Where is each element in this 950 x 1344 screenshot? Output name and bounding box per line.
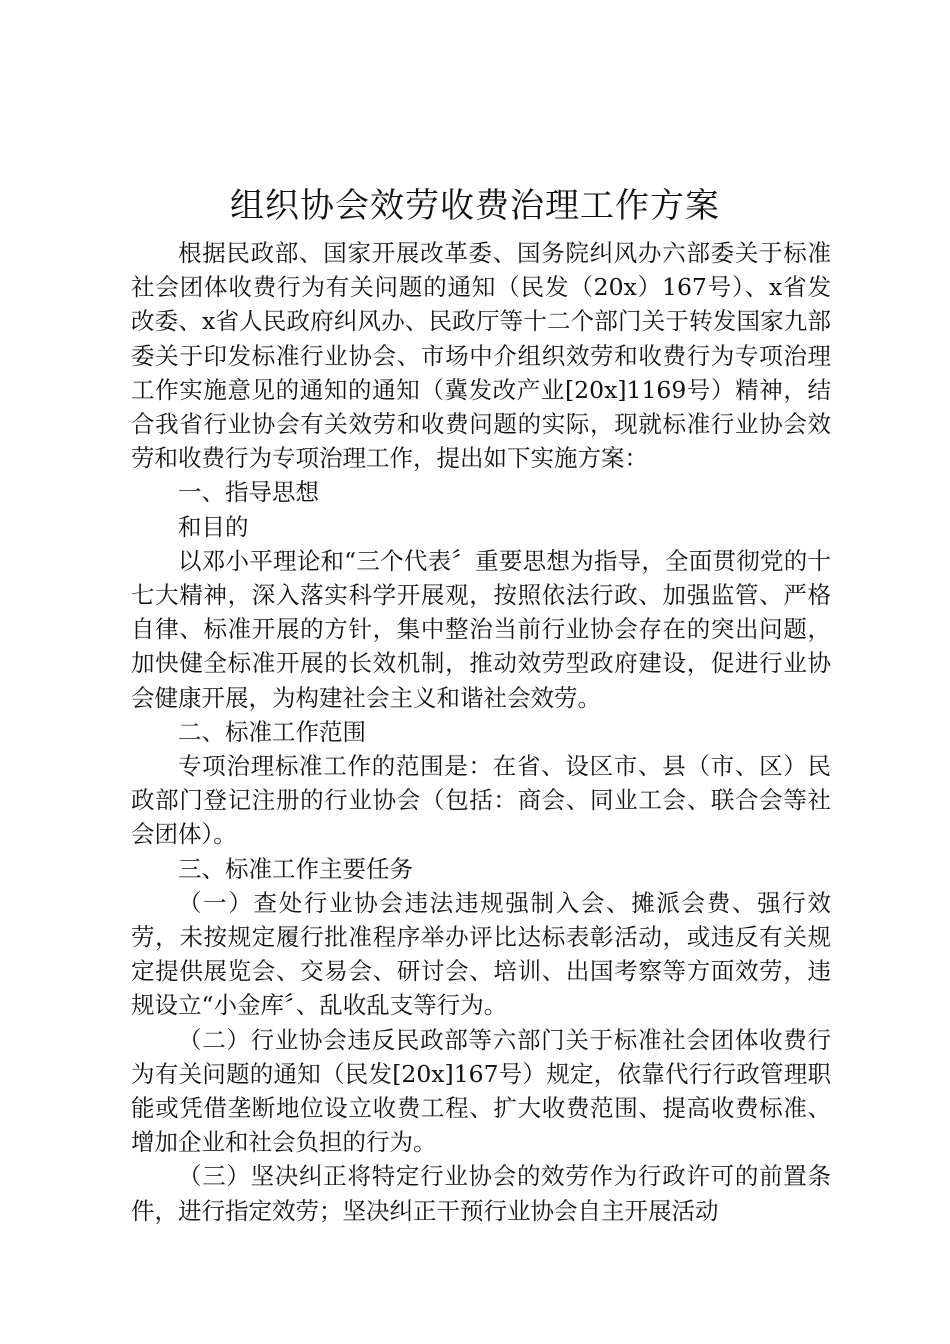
document-title: 组织协会效劳收费治理工作方案 [230, 186, 720, 226]
paragraph-task-1: （一）查处行业协会违法违规强制入会、摊派会费、强行效劳，未按规定履行批准程序举办评比达标表彰活动，或违反有关规定提供展览会、交易会、研讨会、培训、出国考察等方面效劳，违规设立“小金库〞、乱收乱支等行为。 [131, 888, 831, 1020]
paragraph-guiding-ideology: 以邓小平理论和“三个代表〞重要思想为指导，全面贯彻党的十七大精神，深入落实科学开展观，按照依法行政、加强监管、严格自律、标准开展的方针，集中整治当前行业协会存在的突出问题，加快健全标准开展的长效机制，推动效劳型政府建设，促进行业协会健康开展，为构建社会主义和谐社会效劳。 [131, 546, 831, 712]
section-heading-main-tasks: 三、标准工作主要任务 [178, 854, 413, 883]
section-heading-purpose: 和目的 [178, 512, 249, 541]
paragraph-task-3: （三）坚决纠正将特定行业协会的效劳作为行政许可的前置条件，进行指定效劳；坚决纠正干预行业协会自主开展活动 [131, 1162, 831, 1225]
document-body [131, 236, 831, 1228]
paragraph-task-2: （二）行业协会违反民政部等六部门关于标准社会团体收费行为有关问题的通知（民发[20x]167号）规定，依靠代行行政管理职能或凭借垄断地位设立收费工程、扩大收费范围、提高收费标准、增加企业和社会负担的行为。 [131, 1025, 831, 1157]
paragraph-scope: 专项治理标准工作的范围是：在省、设区市、县（市、区）民政部门登记注册的行业协会（包括：商会、同业工会、联合会等社会团体）。 [131, 752, 831, 849]
paragraph-intro: 根据民政部、国家开展改革委、国务院纠风办六部委关于标准社会团体收费行为有关问题的通知（民发（20x）167号）、x省发改委、x省人民政府纠风办、民政厅等十二个部门关于转发国家九部委关于印发标准行业协会、市场中介组织效劳和收费行为专项治理工作实施意见的通知的通知（冀发改产业[20x]1169号）精神，结合我省行业协会有关效劳和收费问题的实际，现就标准行业协会效劳和收费行为专项治理工作，提出如下实施方案： [131, 239, 831, 473]
section-heading-scope: 二、标准工作范围 [178, 717, 366, 746]
section-heading-guiding-ideology: 一、指导思想 [178, 478, 319, 507]
